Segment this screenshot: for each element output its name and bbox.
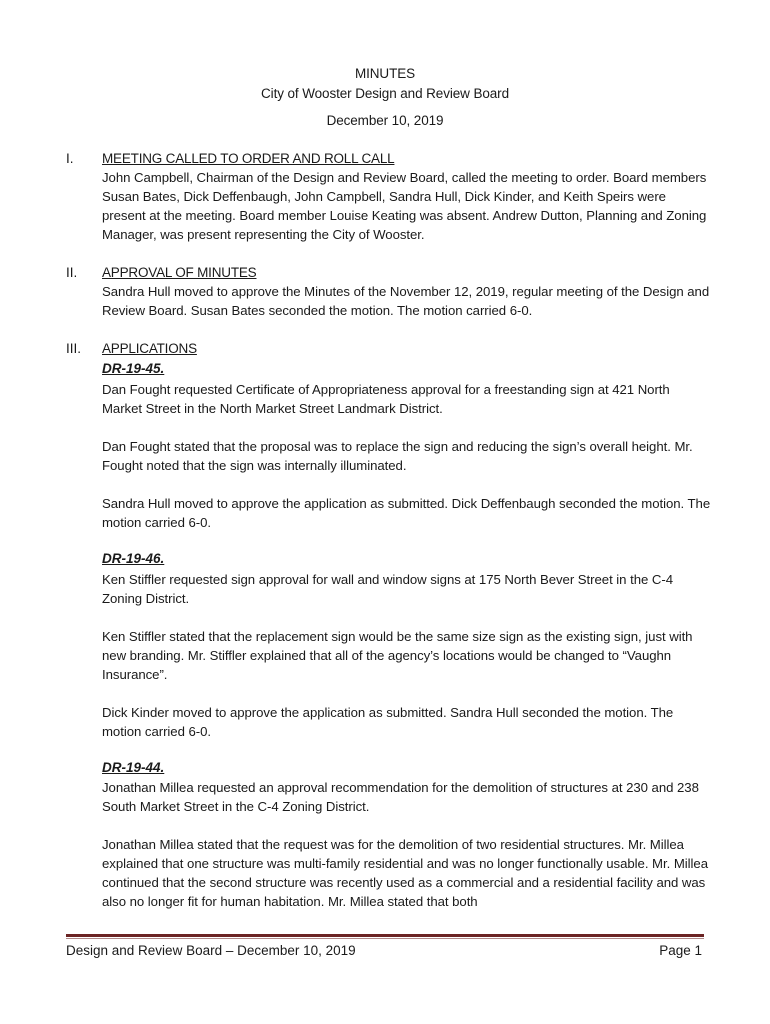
case-id: DR-19-45. bbox=[102, 361, 165, 376]
case-paragraph: Dick Kinder moved to approve the application as submitted. Sandra Hull seconded the motion. The motion carried 6-0. bbox=[102, 705, 674, 739]
section-number: III. bbox=[66, 341, 82, 356]
page-number: Page 1 bbox=[659, 943, 702, 958]
case-paragraph: Dan Fought requested Certificate of Appropriateness approval for a freestanding sign at 421 North Market Street in the North Market Street Landmark District. bbox=[102, 382, 670, 416]
footer-rule bbox=[66, 934, 704, 937]
section-number: II. bbox=[66, 265, 78, 280]
section-title-roll-call: MEETING CALLED TO ORDER AND ROLL CALL bbox=[102, 151, 395, 166]
organization-name: City of Wooster Design and Review Board bbox=[261, 86, 509, 101]
case-id: DR-19-46. bbox=[102, 551, 165, 566]
case-paragraph: Jonathan Millea stated that the request was for the demolition of two residential structures. Mr. Millea explained that one structure was multi-family residential and was no longer functionally usable. Mr. Millea continued that the second structure was recently used as a commercial and a residential facility and was also no longer fit for human habitation. Mr. Millea stated that both bbox=[102, 837, 708, 909]
case-id: DR-19-44. bbox=[102, 760, 165, 775]
section-title-approval: APPROVAL OF MINUTES bbox=[102, 265, 257, 280]
case-paragraph: Dan Fought stated that the proposal was to replace the sign and reducing the sign’s overall height. Mr. Fought noted that the sign was internally illuminated. bbox=[102, 439, 693, 473]
section-number: I. bbox=[66, 151, 74, 166]
approval-paragraph: Sandra Hull moved to approve the Minutes of the November 12, 2019, regular meeting of the Design and Review Board. Susan Bates seconded the motion. The motion carried 6-0. bbox=[102, 284, 710, 318]
roll-call-paragraph: John Campbell, Chairman of the Design and Review Board, called the meeting to order. Board members Susan Bates, Dick Deffenbaugh, John Campbell, Sandra Hull, Dick Kinder, and Keith Speirs were present at the meeting. Board member Louise Keating was absent. Andrew Dutton, Planning and Zoning Manager, was present representing the City of Wooster. bbox=[102, 170, 707, 242]
document-title: MINUTES bbox=[354, 66, 416, 81]
case-paragraph: Ken Stiffler requested sign approval for wall and window signs at 175 North Bever Street in the C-4 Zoning District. bbox=[102, 572, 673, 606]
meeting-date: December 10, 2019 bbox=[326, 113, 444, 128]
footer-title: Design and Review Board – December 10, 2019 bbox=[66, 943, 356, 958]
case-paragraph: Jonathan Millea requested an approval recommendation for the demolition of structures at 230 and 238 South Market Street in the C-4 Zoning District. bbox=[102, 780, 699, 814]
footer-rule-thin bbox=[66, 938, 704, 939]
case-paragraph: Sandra Hull moved to approve the application as submitted. Dick Deffenbaugh seconded the motion. The motion carried 6-0. bbox=[102, 496, 711, 530]
case-paragraph: Ken Stiffler stated that the replacement sign would be the same size sign as the existing sign, just with new branding. Mr. Stiffler explained that all of the agency’s locations would be changed to “Vaughn Insurance”. bbox=[102, 629, 693, 682]
section-title-applications: APPLICATIONS bbox=[102, 341, 197, 356]
